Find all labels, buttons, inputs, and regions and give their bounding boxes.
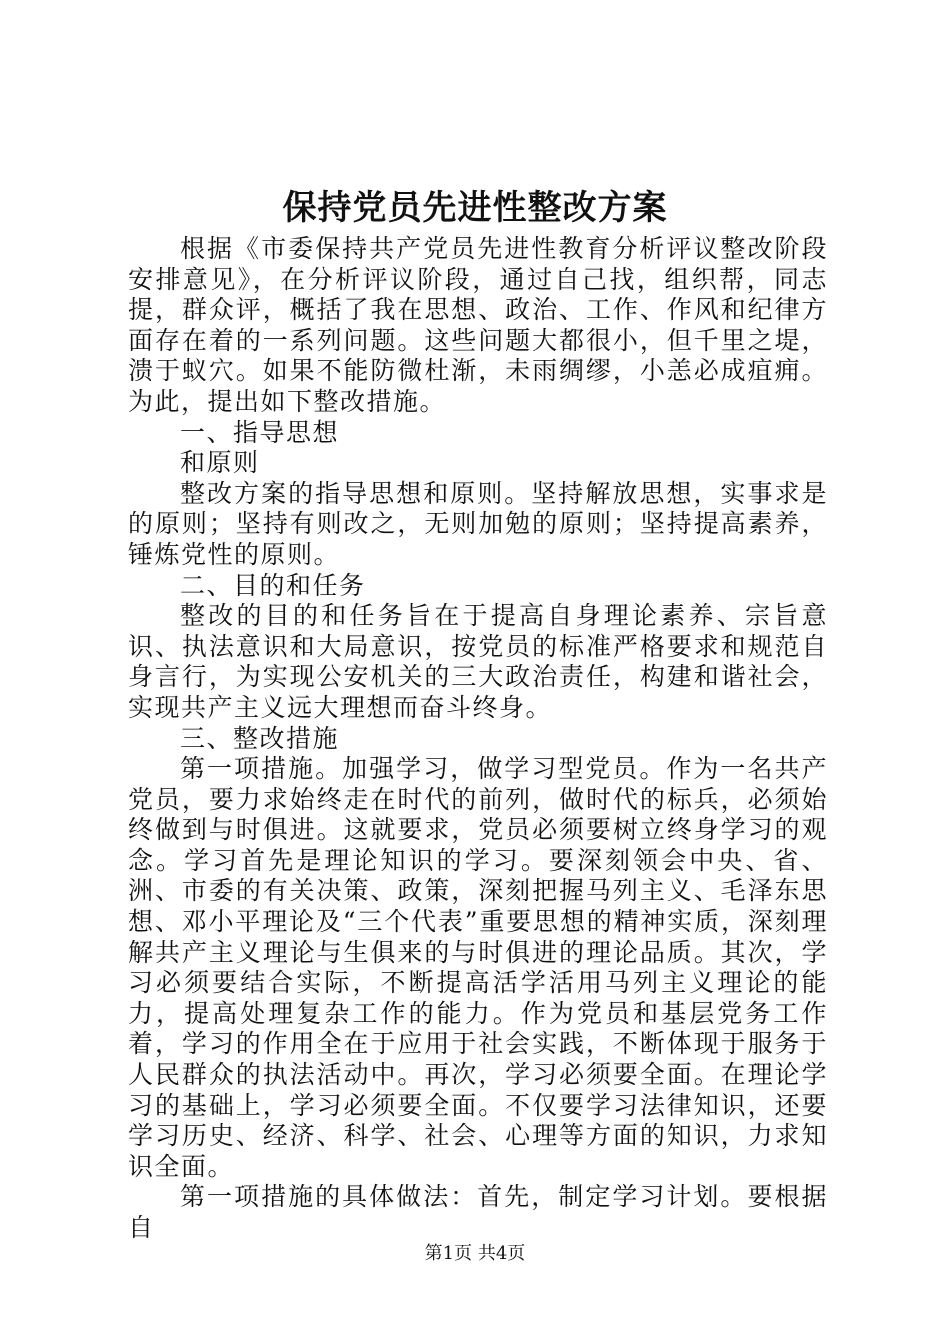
paragraph-measure-one: 第一项措施。加强学习，做学习型党员。作为一名共产党员，要力求始终走在时代的前列，做时代的标兵，必须始终做到与时俱进。这就要求，党员必须要树立终身学习的观念。学习首先是理论知识的学习。要深刻领会中央、省、洲、市委的有关决策、政策，深刻把握马列主义、毛泽东思想、邓小平理论及“三个代表”重要思想的精神实质，深刻理解共产主义理论与生俱来的与时俱进的理论品质。其次，学习必须要结合实际，不断提高活学活用马列主义理论的能力，提高处理复杂工作的能力。作为党员和基层党务工作着，学习的作用全在于应用于社会实践，不断体现于服务于人民群众的执法活动中。再次，学习必须要全面。在理论学习的基础上，学习必须要全面。不仅要学习法律知识，还要学习历史、经济、科学、社会、心理等方面的知识，力求知识全面。 <box>128 754 828 1181</box>
paragraph-measure-one-practice: 第一项措施的具体做法：首先，制定学习计划。要根据自 <box>128 1182 828 1242</box>
heading-rectification-measures: 三、整改措施 <box>180 723 340 753</box>
page-number-footer: 第1页 共4页 <box>424 1243 526 1264</box>
heading-guiding-ideology: 一、指导思想 <box>180 417 340 447</box>
paragraph-purpose-tasks: 整改的目的和任务旨在于提高自身理论素养、宗旨意识、执法意识和大局意识，按党员的标准严格要求和规范自身言行，为实现公安机关的三大政治责任，构建和谐社会，实现共产主义远大理想而奋斗终身。 <box>128 601 828 722</box>
heading-principles: 和原则 <box>180 448 260 478</box>
heading-purpose-tasks: 二、目的和任务 <box>180 570 366 600</box>
paragraph-intro: 根据《市委保持共产党员先进性教育分析评议整改阶段安排意见》，在分析评议阶段，通过自己找，组织帮，同志提，群众评，概括了我在思想、政治、工作、作风和纪律方面存在着的一系列问题。这些问题大都很小，但千里之堤，溃于蚁穴。如果不能防微杜渐，未雨绸缪，小恙必成疽痈。为此，提出如下整改措施。 <box>128 234 828 416</box>
document-title: 保持党员先进性整改方案 <box>282 188 668 228</box>
document-body <box>128 234 828 1244</box>
paragraph-guiding-principles: 整改方案的指导思想和原则。坚持解放思想，实事求是的原则；坚持有则改之，无则加勉的原则；坚持提高素养，锤炼党性的原则。 <box>128 478 828 569</box>
